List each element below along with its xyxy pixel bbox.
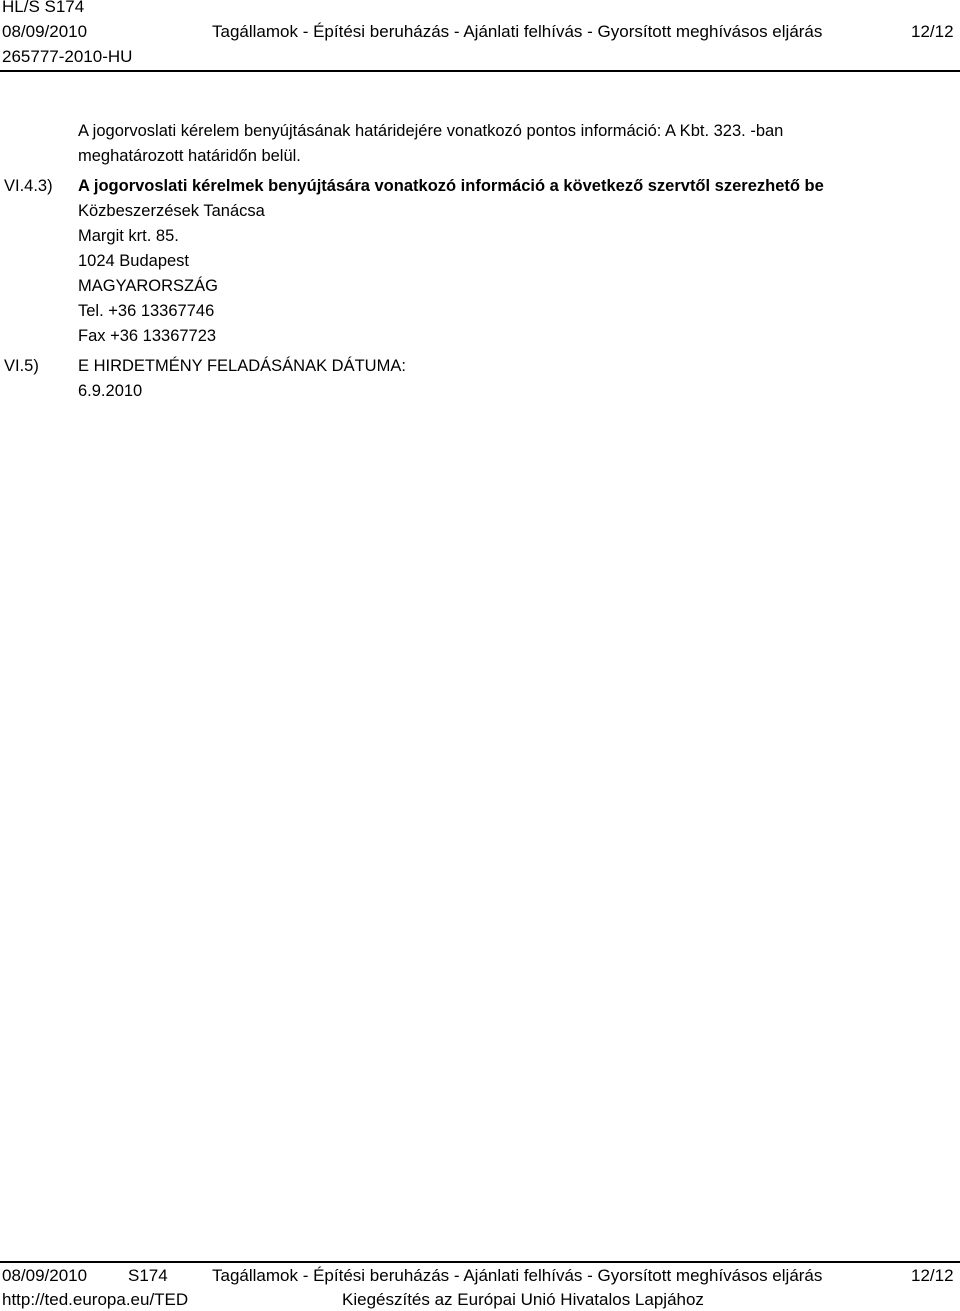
footer-url[interactable]: http://ted.europa.eu/TED <box>2 1290 189 1309</box>
organisation-street: Margit krt. 85. <box>78 227 179 245</box>
footer-rule <box>0 1261 960 1263</box>
deadline-info-line2: meghatározott határidőn belül. <box>78 147 301 165</box>
header-title: Tagállamok - Építési beruházás - Ajánlati felhívás - Gyorsított meghívásos eljárás <box>212 22 823 41</box>
organisation-country: MAGYARORSZÁG <box>78 277 218 295</box>
dispatch-date: 6.9.2010 <box>78 382 143 400</box>
footer-supplement: Kiegészítés az Európai Unió Hivatalos Lapjához <box>342 1290 704 1309</box>
journal-reference: HL/S S174 <box>2 0 85 16</box>
header-doc-id: 265777-2010-HU <box>2 47 133 66</box>
section-vi5-heading: E HIRDETMÉNY FELADÁSÁNAK DÁTUMA: <box>78 357 406 375</box>
footer-date: 08/09/2010 <box>2 1266 88 1285</box>
section-vi5-number: VI.5) <box>4 357 39 375</box>
organisation-fax: Fax +36 13367723 <box>78 327 217 345</box>
footer-title: Tagállamok - Építési beruházás - Ajánlati felhívás - Gyorsított meghívásos eljárás <box>212 1266 823 1285</box>
header-page-number: 12/12 <box>911 22 954 41</box>
footer-page-number: 12/12 <box>911 1266 954 1285</box>
organisation-telephone: Tel. +36 13367746 <box>78 302 215 320</box>
footer-series: S174 <box>128 1266 168 1285</box>
section-vi43-number: VI.4.3) <box>4 177 53 195</box>
section-vi43-heading: A jogorvoslati kérelmek benyújtására vonatkozó információ a következő szervtől szerezhető be <box>78 177 824 195</box>
header-rule <box>0 70 960 72</box>
organisation-name: Közbeszerzések Tanácsa <box>78 202 265 220</box>
organisation-city: 1024 Budapest <box>78 252 190 270</box>
header-date: 08/09/2010 <box>2 22 88 41</box>
deadline-info-line1: A jogorvoslati kérelem benyújtásának határidejére vonatkozó pontos információ: A Kbt. 323. -ban <box>78 122 784 140</box>
